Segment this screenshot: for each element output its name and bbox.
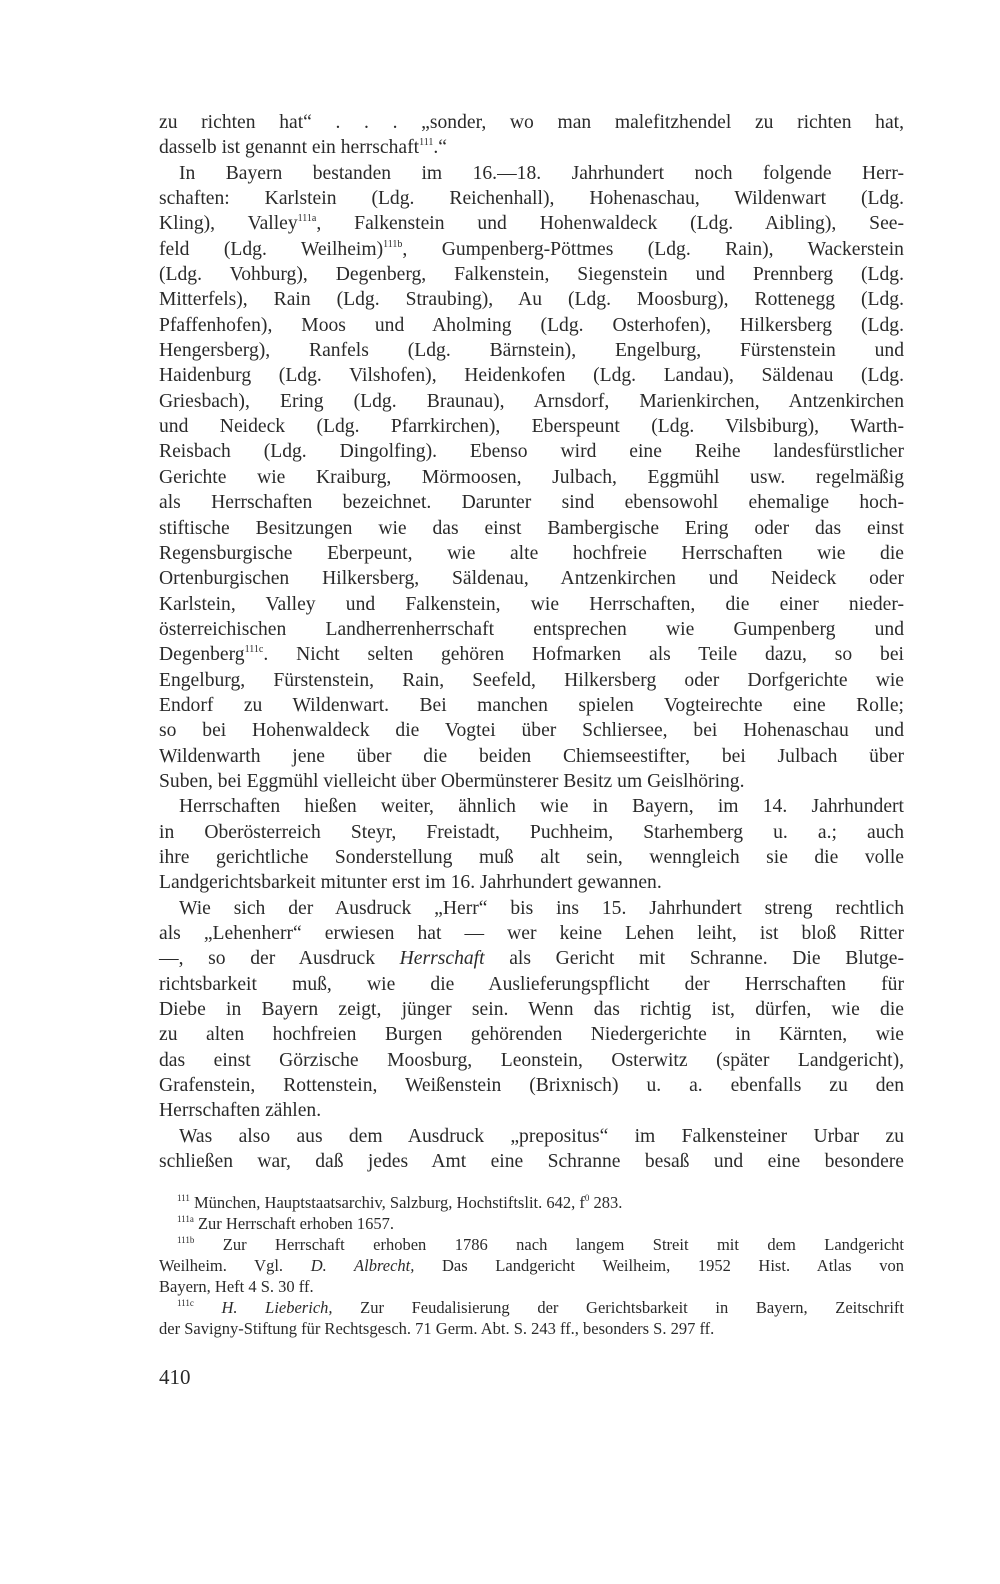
text-segment: Reisbach (Ldg. Dingolfing). Ebenso wird eine Reihe landesfürstlicher (159, 441, 904, 463)
page-number: 410 (159, 1365, 191, 1389)
text-segment: Grafenstein, Rottenstein, Weißenstein (Brixnisch) u. a. ebenfalls zu den (159, 1075, 904, 1097)
text-line (159, 338, 904, 363)
text-line (159, 262, 904, 287)
italic-text: D. Albrecht, (310, 1256, 415, 1275)
text-segment: Zur Herrschaft erhoben 1786 nach langem Streit mit dem Landgericht (194, 1235, 904, 1254)
text-segment: München, Hauptstaatsarchiv, Salzburg, Hochstiftslit. 642, f (189, 1193, 585, 1212)
text-line (159, 237, 904, 262)
footnote-marker: 111a (297, 213, 317, 225)
text-segment: Regensburgische Eberpeunt, wie alte hochfreie Herrschaften wie die (159, 542, 904, 564)
italic-text: Herrschaft (399, 948, 485, 970)
text-segment: Herrschaften zählen. (159, 1100, 322, 1122)
text-segment: in Oberösterreich Steyr, Freistadt, Puchheim, Starhemberg u. a.; auch (159, 821, 904, 843)
footnote-line (159, 1255, 904, 1276)
text-line (159, 693, 904, 718)
text-segment: so bei Hohenwaldeck die Vogtei über Schliersee, bei Hohenaschau und (159, 720, 904, 742)
text-line (159, 439, 904, 464)
text-segment: Suben, bei Eggmühl vielleicht über Obermünsterer Besitz um Geislhöring. (159, 770, 745, 792)
text-line (159, 845, 904, 870)
text-line (159, 972, 904, 997)
text-line (159, 1048, 904, 1073)
text-line (159, 668, 904, 693)
text-segment: (Ldg. Vohburg), Degenberg, Falkenstein, Siegenstein und Prennberg (Ldg. (159, 264, 904, 286)
text-segment: Hengersberg), Ranfels (Ldg. Bärnstein), Engelburg, Fürstenstein und (159, 340, 904, 362)
footnote-marker: 111 (419, 137, 434, 149)
footnote-line (159, 1234, 904, 1255)
text-segment: als Herrschaften bezeichnet. Darunter sind ebensowohl ehemalige hoch- (159, 492, 904, 514)
text-segment: Engelburg, Fürstenstein, Rain, Seefeld, Hilkersberg oder Dorfgerichte wie (159, 669, 904, 691)
text-line (159, 186, 904, 211)
text-segment: , Falkenstein und Hohenwaldeck (Ldg. Aibling), See- (316, 213, 904, 235)
text-segment: österreichischen Landherrenherrschaft entsprechen wie Gumpenberg und (159, 618, 904, 640)
text-segment: Zur Feudalisierung der Gerichtsbarkeit in Bayern, Zeitschrift (332, 1298, 904, 1317)
text-line (159, 946, 904, 971)
text-segment: Diebe in Bayern zeigt, jünger sein. Wenn das richtig ist, dürfen, wie die (159, 999, 904, 1021)
text-segment: richtsbarkeit muß, wie die Auslieferungspflicht der Herrschaften für (159, 973, 904, 995)
text-line (159, 997, 904, 1022)
text-segment: Gerichte wie Kraiburg, Mörmoosen, Julbach, Eggmühl usw. regelmäßig (159, 466, 904, 488)
text-segment: —, so der Ausdruck (159, 948, 400, 970)
text-segment: Landgerichtsbarkeit mitunter erst im 16. Jahrhundert gewannen. (159, 872, 662, 894)
footnote-marker: 111b (383, 238, 403, 250)
text-line (159, 1022, 904, 1047)
text-line (159, 465, 904, 490)
text-line (159, 820, 904, 845)
text-line (159, 769, 904, 794)
text-line (159, 718, 904, 743)
text-line (159, 617, 904, 642)
text-line (159, 516, 904, 541)
text-segment: und Neideck (Ldg. Pfarrkirchen), Eberspeunt (Ldg. Vilsbiburg), Warth- (159, 416, 904, 438)
text-line (159, 642, 904, 667)
text-segment: Haidenburg (Ldg. Vilshofen), Heidenkofen (Ldg. Landau), Säldenau (Ldg. (159, 365, 904, 387)
text-segment: Endorf zu Wildenwart. Bei manchen spielen Vogteirechte eine Rolle; (159, 694, 904, 716)
text-line (159, 541, 904, 566)
footnote-marker: 111a (177, 1214, 194, 1224)
text-segment: feld (Ldg. Weilheim) (159, 238, 384, 260)
text-segment: Wildenwarth jene über die beiden Chiemseestifter, bei Julbach über (159, 745, 904, 767)
text-line (159, 161, 904, 186)
footnote-line (159, 1192, 904, 1213)
footnotes (159, 1192, 904, 1339)
footnote-marker: 111c (244, 644, 264, 656)
text-line (159, 414, 904, 439)
text-line (159, 110, 904, 135)
text-segment: Mitterfels), Rain (Ldg. Straubing), Au (Ldg. Moosburg), Rottenegg (Ldg. (159, 289, 904, 311)
text-segment: , Gumpenberg-Pöttmes (Ldg. Rain), Wackerstein (402, 238, 904, 260)
text-segment: .“ (433, 137, 447, 159)
text-line (159, 566, 904, 591)
text-segment: Zur Herrschaft erhoben 1657. (193, 1214, 395, 1233)
footnote-marker: 111b (177, 1235, 195, 1245)
text-segment: schaften: Karlstein (Ldg. Reichenhall), Hohenaschau, Wildenwart (Ldg. (159, 188, 904, 210)
text-segment: Das Landgericht Weilheim, 1952 Hist. Atlas von (414, 1256, 904, 1275)
text-segment: Karlstein, Valley und Falkenstein, wie Herrschaften, die einer nieder- (159, 593, 904, 615)
footnote-marker: 0 (584, 1193, 590, 1203)
footnote-line (159, 1213, 904, 1234)
text-line (159, 744, 904, 769)
text-line (159, 363, 904, 388)
text-segment: Degenberg (159, 644, 245, 666)
text-line (159, 921, 904, 946)
text-line (159, 211, 904, 236)
text-segment: dasselb ist genannt ein herrschaft (159, 137, 420, 159)
text-segment (194, 1298, 222, 1317)
footnote-marker: 111 (177, 1193, 190, 1203)
body-text (159, 110, 904, 1174)
text-segment: zu alten hochfreien Burgen gehörenden Niedergerichte in Kärnten, wie (159, 1024, 904, 1046)
text-segment: 283. (589, 1193, 623, 1212)
text-line (159, 592, 904, 617)
footnote-marker: 111c (177, 1298, 194, 1308)
text-segment: das einst Görzische Moosburg, Leonstein, Osterwitz (später Landgericht), (159, 1049, 904, 1071)
text-segment: Was also aus dem Ausdruck „prepositus“ im Falkensteiner Urbar zu (179, 1125, 904, 1147)
text-line (159, 389, 904, 414)
text-line (159, 490, 904, 515)
text-line (159, 1073, 904, 1098)
text-segment: Pfaffenhofen), Moos und Aholming (Ldg. Osterhofen), Hilkersberg (Ldg. (159, 314, 904, 336)
text-line (159, 896, 904, 921)
text-segment: der Savigny-Stiftung für Rechtsgesch. 71 Germ. Abt. S. 243 ff., besonders S. 297 ff. (159, 1319, 715, 1338)
text-segment: Kling), Valley (159, 213, 298, 235)
text-line (159, 1124, 904, 1149)
text-segment: Wie sich der Ausdruck „Herr“ bis ins 15. Jahrhundert streng rechtlich (179, 897, 904, 919)
footnote-line (159, 1297, 904, 1318)
text-segment: Bayern, Heft 4 S. 30 ff. (159, 1277, 314, 1296)
text-line (159, 1098, 904, 1123)
text-segment: Weilheim. Vgl. (159, 1256, 311, 1275)
text-segment: Ortenburgischen Hilkersberg, Säldenau, Antzenkirchen und Neideck oder (159, 568, 904, 590)
text-segment: stiftische Besitzungen wie das einst Bambergische Ering oder das einst (159, 517, 904, 539)
text-segment: In Bayern bestanden im 16.—18. Jahrhundert noch folgende Herr- (179, 162, 904, 184)
text-segment: schließen war, daß jedes Amt eine Schranne besaß und eine besondere (159, 1151, 904, 1173)
text-segment: Griesbach), Ering (Ldg. Braunau), Arnsdorf, Marienkirchen, Antzenkirchen (159, 390, 904, 412)
text-segment: Herrschaften hießen weiter, ähnlich wie in Bayern, im 14. Jahrhundert (179, 796, 904, 818)
footnote-line (159, 1276, 904, 1297)
text-line (159, 1149, 904, 1174)
text-line (159, 870, 904, 895)
text-segment: zu richten hat“ . . . „sonder, wo man malefitzhendel zu richten hat, (159, 112, 904, 133)
text-line (159, 794, 904, 819)
text-segment: als „Lehenherr“ erwiesen hat — wer keine Lehen leiht, ist bloß Ritter (159, 923, 904, 944)
text-segment: . Nicht selten gehören Hofmarken als Teile dazu, so bei (263, 644, 904, 666)
text-line (159, 313, 904, 338)
italic-text: H. Lieberich, (221, 1298, 333, 1317)
text-segment: ihre gerichtliche Sonderstellung muß alt sein, wenngleich sie die volle (159, 846, 904, 868)
footnote-line (159, 1318, 904, 1339)
text-line (159, 287, 904, 312)
text-segment: als Gericht mit Schranne. Die Blutge- (484, 948, 904, 970)
text-line (159, 135, 904, 160)
